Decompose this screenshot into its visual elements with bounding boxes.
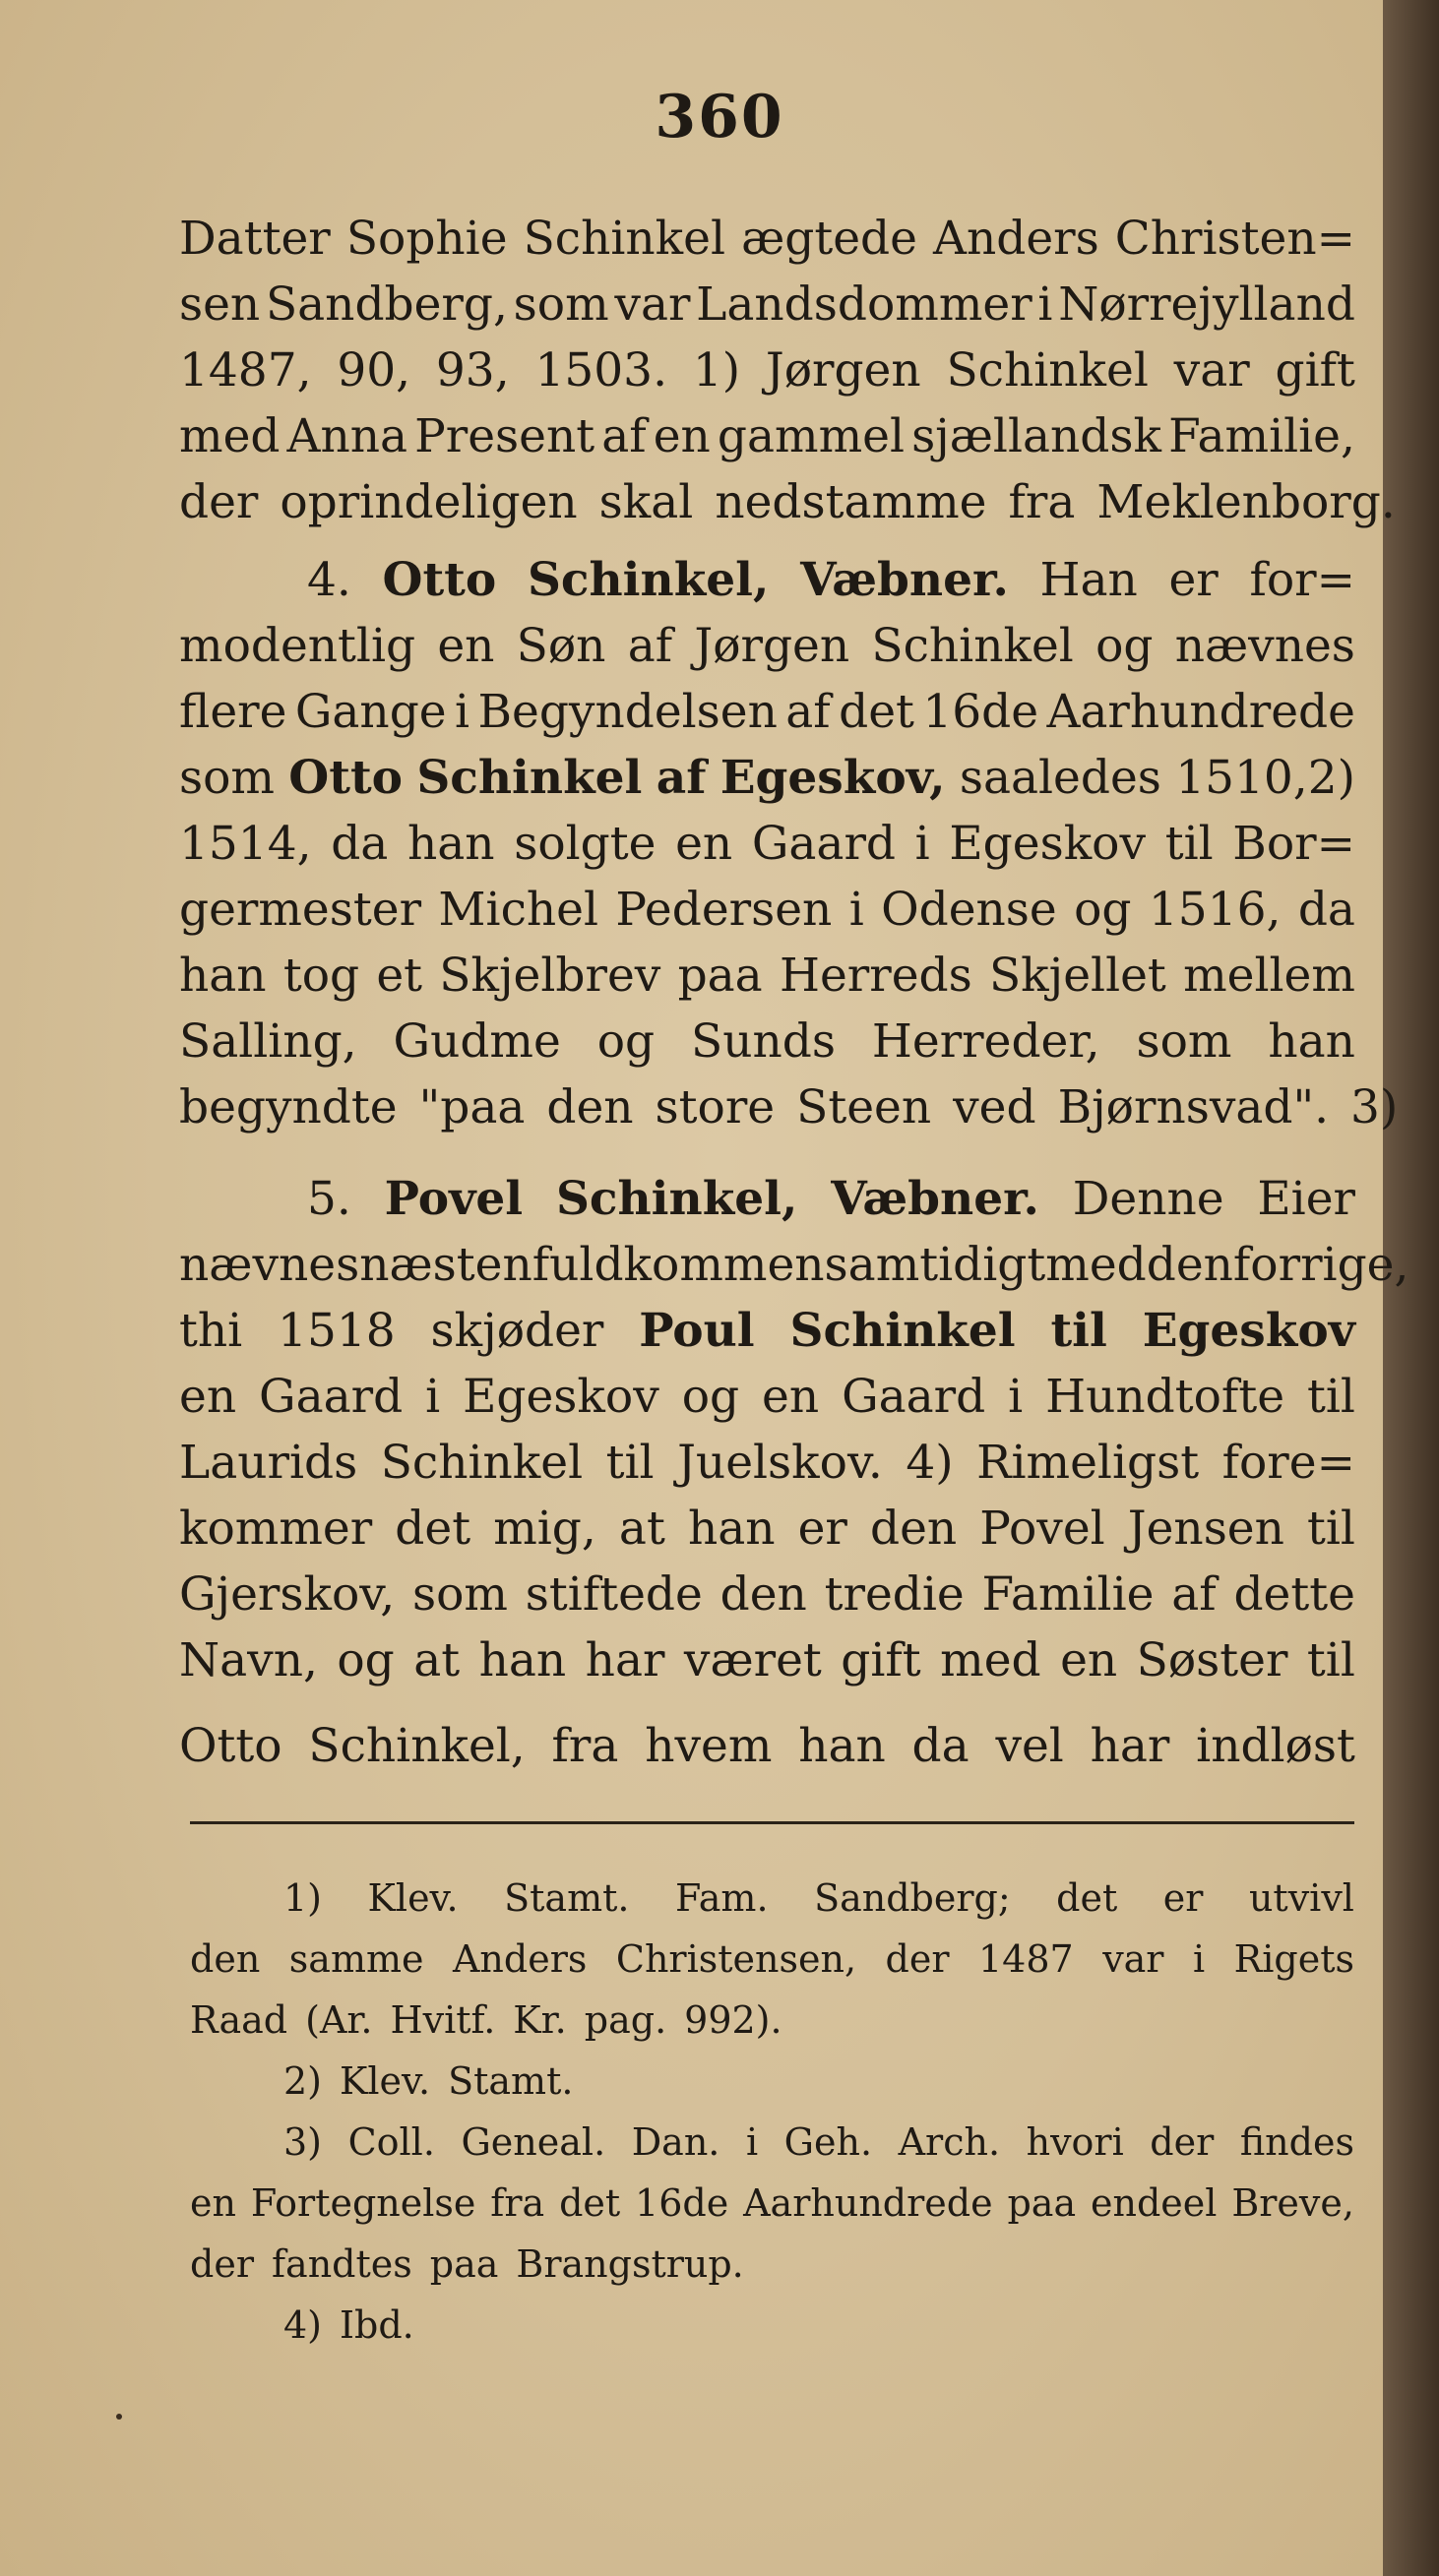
word: oprindeligen — [280, 475, 578, 529]
word: han — [478, 1633, 567, 1687]
word: i — [1037, 277, 1053, 332]
word: 90, — [337, 343, 411, 398]
word: Gaard — [259, 1370, 404, 1424]
word: 2) — [283, 2059, 323, 2103]
word: Anna — [286, 409, 408, 463]
footnote-line — [190, 1992, 1354, 2049]
word: med — [940, 1633, 1041, 1687]
word: med — [1045, 1238, 1147, 1292]
word: han — [687, 1502, 776, 1556]
word: Otto — [179, 1719, 282, 1773]
word: ved — [953, 1080, 1036, 1135]
word: 1) — [692, 343, 741, 398]
footnote-line — [190, 2053, 1354, 2110]
footnote-line — [190, 2236, 1354, 2293]
body-line — [179, 1495, 1355, 1564]
word: Schinkel — [380, 1436, 584, 1490]
body-line — [179, 678, 1355, 747]
word: Sophie — [345, 212, 508, 266]
word: Aarhundrede — [743, 2181, 993, 2225]
body-line — [179, 942, 1355, 1011]
word: paa — [1007, 2181, 1077, 2225]
word: en — [762, 1370, 820, 1424]
word: der — [1150, 2120, 1215, 2164]
word: han — [179, 949, 267, 1003]
word: det — [839, 685, 914, 739]
word: til — [1306, 1633, 1355, 1687]
word: og — [1074, 883, 1132, 937]
word: Søster — [1136, 1633, 1288, 1687]
word: thi — [179, 1304, 243, 1358]
word: Begyndelsen — [477, 685, 778, 739]
word: den — [546, 1080, 634, 1135]
word: en — [653, 409, 711, 463]
word: i — [1008, 1370, 1024, 1424]
word: det — [395, 1502, 471, 1556]
word: i — [848, 883, 864, 937]
word: Væbner. — [831, 1172, 1039, 1226]
word: Christen= — [1114, 212, 1355, 266]
word: har — [1090, 1719, 1170, 1773]
word: til — [1050, 1304, 1107, 1358]
word: Han — [1039, 553, 1138, 607]
word: Poul — [639, 1304, 755, 1358]
word: Schinkel, — [555, 1172, 798, 1226]
word: den — [869, 1502, 958, 1556]
word: 1487 — [977, 1937, 1074, 1981]
footnote-line — [190, 2175, 1354, 2232]
word: stiftede — [525, 1567, 703, 1622]
body-line — [179, 1626, 1355, 1695]
word: Laurids — [179, 1436, 358, 1490]
word: Schinkel, — [527, 553, 770, 607]
word: er — [1168, 553, 1219, 607]
word: skal — [598, 475, 694, 529]
word: nedstamme — [715, 475, 987, 529]
paper-speck — [116, 2414, 122, 2420]
word: Rigets — [1233, 1937, 1354, 1981]
word: 3) — [1350, 1080, 1399, 1135]
word: Herreds — [779, 949, 972, 1003]
word: den — [720, 1567, 807, 1622]
word: Schinkel, — [308, 1719, 526, 1773]
word: en — [675, 817, 733, 871]
word: Coll. — [347, 2120, 435, 2164]
word: (Ar. — [305, 1998, 373, 2042]
word: nævnes — [179, 1238, 360, 1292]
word: som — [513, 277, 609, 332]
word: af — [1171, 1567, 1217, 1622]
footnote-line — [190, 2297, 1354, 2354]
word: Odense — [881, 883, 1057, 937]
word: ægtede — [741, 212, 917, 266]
word: Anders — [933, 212, 1099, 266]
word: 1510,2) — [1175, 751, 1355, 805]
word: 1518 — [278, 1304, 396, 1358]
word: næsten — [359, 1238, 532, 1292]
word: Otto — [382, 553, 497, 607]
word: Brangstrup. — [516, 2242, 744, 2286]
word: 992). — [684, 1998, 782, 2042]
word: Gaard — [842, 1370, 986, 1424]
word: der — [179, 475, 259, 529]
word: samme — [288, 1937, 424, 1981]
word: da — [911, 1719, 970, 1773]
footnote-divider — [190, 1821, 1354, 1824]
word: sjællandsk — [911, 409, 1161, 463]
body-line — [179, 612, 1355, 681]
word: for= — [1249, 553, 1355, 607]
word: en — [437, 619, 495, 673]
body-line-section-heading — [179, 546, 1355, 615]
word: Sandberg, — [265, 277, 508, 332]
word: skjøder — [430, 1304, 604, 1358]
body-line — [179, 1008, 1355, 1076]
word: Present — [414, 409, 595, 463]
word: en — [190, 2181, 236, 2225]
word: Hundtofte — [1045, 1370, 1285, 1424]
word: "paa — [418, 1080, 526, 1135]
page-number: 360 — [655, 83, 784, 152]
word: store — [655, 1080, 776, 1135]
word: og — [337, 1633, 395, 1687]
word: Skjellet — [988, 949, 1166, 1003]
word: Egeskov — [949, 817, 1147, 871]
word: Juelskov. — [677, 1436, 883, 1490]
word: Povel — [979, 1502, 1105, 1556]
word: var — [1102, 1937, 1164, 1981]
word: i — [1192, 1937, 1206, 1981]
word: Egeskov — [463, 1370, 659, 1424]
word: som — [412, 1567, 508, 1622]
word: 16de — [922, 685, 1039, 739]
body-line — [179, 1363, 1355, 1432]
word: mellem — [1183, 949, 1355, 1003]
word: Otto — [288, 751, 404, 805]
word: mig, — [493, 1502, 596, 1556]
word: Søn — [516, 619, 606, 673]
word: begyndte — [179, 1080, 398, 1135]
footnote-line — [190, 1931, 1354, 1988]
word: fandtes — [271, 2242, 412, 2286]
body-line — [179, 1073, 1399, 1142]
word: Pedersen — [615, 883, 833, 937]
word: Raad — [190, 1998, 288, 2042]
footnote-line — [190, 2114, 1354, 2171]
word: Schinkel — [523, 212, 726, 266]
word: af — [627, 619, 673, 673]
word: sen — [179, 277, 261, 332]
word: findes — [1239, 2120, 1354, 2164]
body-line — [179, 810, 1355, 879]
word: været — [683, 1633, 822, 1687]
word: da — [331, 817, 389, 871]
word: kommer — [179, 1502, 373, 1556]
word: Stamt. — [504, 1876, 630, 1920]
word: 1514, — [179, 817, 312, 871]
word: at — [618, 1502, 665, 1556]
word: og — [681, 1370, 740, 1424]
word: Egeskov — [1142, 1304, 1355, 1358]
word: modentlig — [179, 619, 416, 673]
word: det — [559, 2181, 621, 2225]
word: Geneal. — [461, 2120, 606, 2164]
word: Geh. — [783, 2120, 873, 2164]
word: gift — [841, 1633, 921, 1687]
word: og — [1095, 619, 1154, 673]
word: Stamt. — [448, 2059, 574, 2103]
word: til — [1164, 817, 1214, 871]
word: hvem — [645, 1719, 773, 1773]
word: han — [798, 1719, 886, 1773]
word: saaledes — [959, 751, 1161, 805]
word: fore= — [1221, 1436, 1355, 1490]
word: Aarhundrede — [1046, 685, 1355, 739]
word: nævnes — [1174, 619, 1355, 673]
word: Sandberg; — [814, 1876, 1011, 1920]
word: Familie — [981, 1567, 1155, 1622]
body-line — [179, 468, 1396, 537]
word: som — [179, 751, 275, 805]
word: Bjørnsvad". — [1057, 1080, 1330, 1135]
word: Schinkel — [789, 1304, 1016, 1358]
word: utvivl — [1248, 1876, 1354, 1920]
word: Denne — [1072, 1172, 1224, 1226]
word: flere — [179, 685, 287, 739]
word: er — [797, 1502, 847, 1556]
word: gift — [1275, 343, 1355, 398]
word: Egeskov, — [720, 751, 946, 805]
body-line — [179, 1231, 1409, 1300]
word: tog — [282, 949, 360, 1003]
word: Christensen, — [615, 1937, 857, 1981]
word: 1516, — [1148, 883, 1282, 937]
body-line — [179, 271, 1355, 339]
word: 4. — [307, 553, 351, 607]
word: solgte — [514, 817, 657, 871]
word: fra — [1008, 475, 1076, 529]
word: Jensen — [1127, 1502, 1284, 1556]
word: Fam. — [674, 1876, 769, 1920]
body-line — [179, 1429, 1355, 1498]
word: Salling, — [179, 1014, 357, 1069]
word: i — [914, 817, 930, 871]
word: 16de — [635, 2181, 729, 2225]
word: Schinkel — [946, 343, 1149, 398]
word: Landsdommer — [696, 277, 1032, 332]
word: han — [407, 817, 495, 871]
word: fuldkommen — [532, 1238, 825, 1292]
word: endeel — [1091, 2181, 1218, 2225]
word: 3) — [283, 2120, 323, 2164]
word: indløst — [1196, 1719, 1355, 1773]
word: 93, — [435, 343, 510, 398]
word: Dan. — [631, 2120, 720, 2164]
word: et — [376, 949, 423, 1003]
word: det — [1056, 1876, 1118, 1920]
word: der — [190, 2242, 254, 2286]
word: har — [585, 1633, 665, 1687]
word: Gudme — [393, 1014, 561, 1069]
word: Rimeligst — [976, 1436, 1200, 1490]
word: Steen — [796, 1080, 932, 1135]
word: i — [745, 2120, 759, 2164]
body-line — [179, 337, 1355, 405]
word: til — [605, 1436, 655, 1490]
word: 5. — [307, 1172, 351, 1226]
body-line-section-heading — [179, 1165, 1355, 1234]
body-line — [179, 1561, 1355, 1629]
body-line — [179, 205, 1355, 274]
word: Klev. — [367, 1876, 459, 1920]
footnote-line — [190, 1870, 1354, 1927]
word: germester — [179, 883, 422, 937]
word: til — [1307, 1502, 1355, 1556]
word: Michel — [438, 883, 599, 937]
word: hvori — [1026, 2120, 1124, 2164]
word: med — [179, 409, 281, 463]
word: er — [1162, 1876, 1204, 1920]
word: Væbner. — [800, 553, 1009, 607]
word: Kr. — [513, 1998, 567, 2042]
word: var — [1173, 343, 1250, 398]
word: Anders — [452, 1937, 588, 1981]
word: Herreder, — [871, 1014, 1100, 1069]
word: samtidigt — [824, 1238, 1046, 1292]
word: Datter — [179, 212, 331, 266]
word: Gjerskov, — [179, 1567, 396, 1622]
word: Fortegnelse — [250, 2181, 476, 2225]
word: tredie — [824, 1567, 965, 1622]
body-line — [179, 1297, 1355, 1366]
word: at — [413, 1633, 461, 1687]
word: Jørgen — [694, 619, 850, 673]
body-line — [179, 876, 1355, 945]
word: til — [1306, 1370, 1355, 1424]
body-line — [179, 744, 1355, 813]
word: Skjelbrev — [439, 949, 661, 1003]
word: Schinkel — [416, 751, 643, 805]
word: gammel — [717, 409, 905, 463]
word: Povel — [384, 1172, 524, 1226]
word: fra — [490, 2181, 545, 2225]
word: forrige, — [1232, 1238, 1409, 1292]
word: af — [601, 409, 647, 463]
word: Gange — [294, 685, 447, 739]
word: af — [656, 751, 707, 805]
word: af — [785, 685, 831, 739]
word: Jørgen — [765, 343, 921, 398]
word: vel — [995, 1719, 1064, 1773]
word: Nørrejylland — [1058, 277, 1355, 332]
word: Navn, — [179, 1633, 318, 1687]
word: den — [1146, 1238, 1233, 1292]
word: 1) — [283, 1876, 323, 1920]
word: som — [1136, 1014, 1232, 1069]
body-line — [179, 402, 1355, 471]
word: Meklenborg. — [1096, 475, 1396, 529]
word: Klev. — [340, 2059, 431, 2103]
word: Schinkel — [871, 619, 1074, 673]
word: i — [455, 685, 470, 739]
word: Gaard — [751, 817, 896, 871]
word: paa — [429, 2242, 499, 2286]
word: Familie, — [1168, 409, 1355, 463]
word: der — [885, 1937, 950, 1981]
word: Hvitf. — [390, 1998, 496, 2042]
word: og — [596, 1014, 656, 1069]
word: han — [1268, 1014, 1355, 1069]
word: paa — [677, 949, 763, 1003]
word: en — [1060, 1633, 1118, 1687]
word: den — [190, 1937, 261, 1981]
word: 1503. — [534, 343, 668, 398]
body-line — [179, 1712, 1355, 1781]
word: fra — [551, 1719, 619, 1773]
word: dette — [1233, 1567, 1355, 1622]
word: Eier — [1257, 1172, 1355, 1226]
word: 1487, — [179, 343, 312, 398]
word: Sunds — [691, 1014, 836, 1069]
word: Arch. — [898, 2120, 1001, 2164]
word: 4) — [906, 1436, 954, 1490]
word: pag. — [584, 1998, 667, 2042]
word: Breve, — [1231, 2181, 1354, 2225]
word: var — [614, 277, 691, 332]
word: en — [179, 1370, 237, 1424]
word: 4) — [283, 2303, 323, 2347]
word: da — [1297, 883, 1355, 937]
word: Bor= — [1232, 817, 1355, 871]
word: Ibd. — [340, 2303, 414, 2347]
word: i — [425, 1370, 441, 1424]
